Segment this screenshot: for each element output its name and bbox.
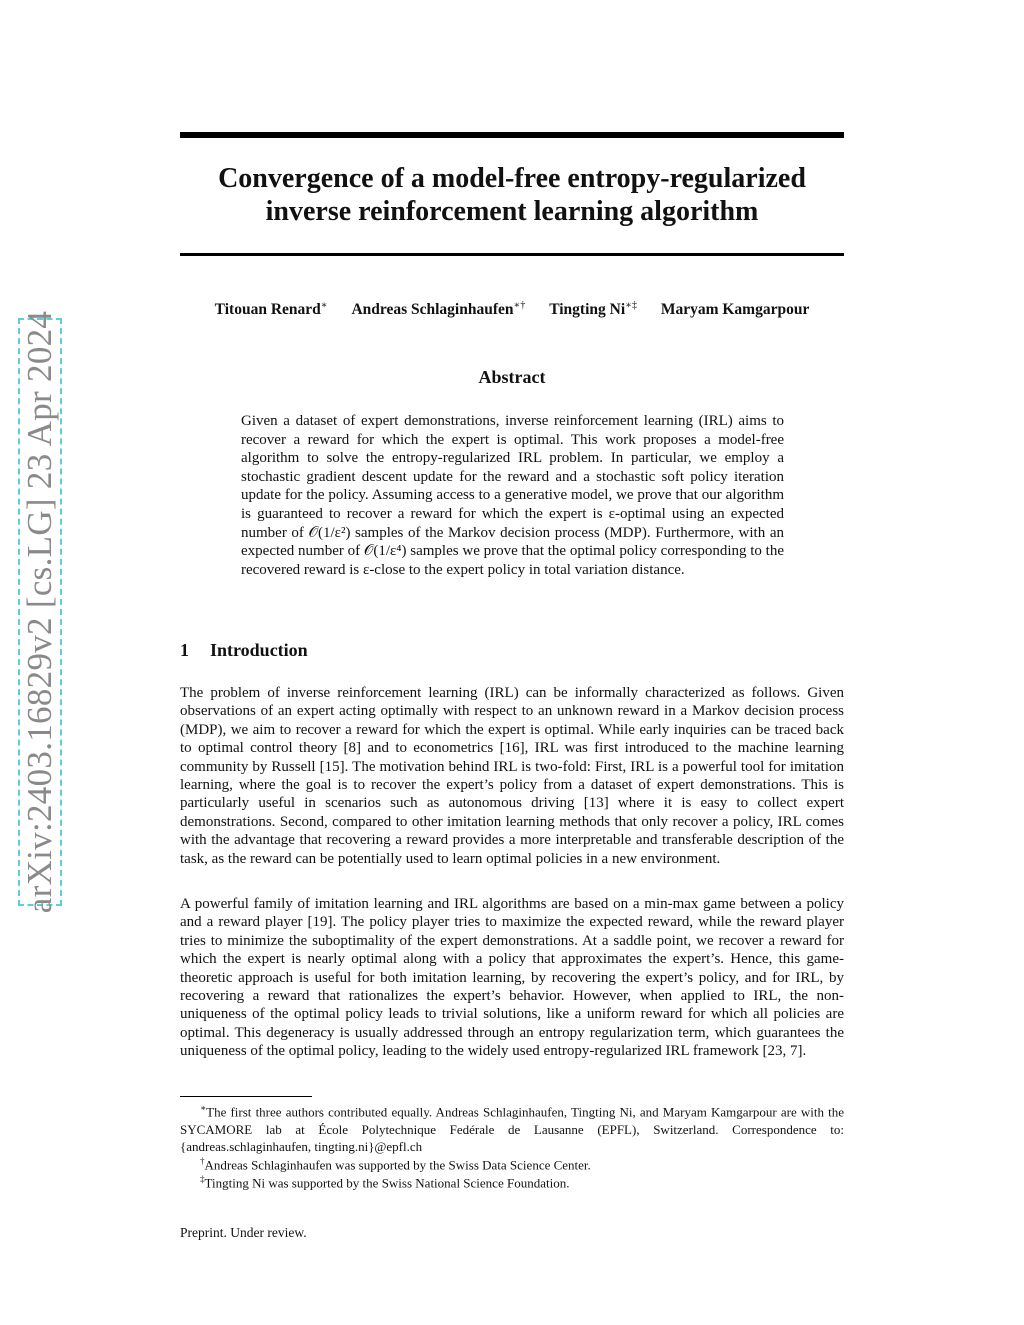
section-heading: [180, 640, 308, 661]
intro-paragraph-1: The problem of inverse reinforcement learning (IRL) can be informally characterized as follows. Given observations of an expert acting optimally with respect to an unknown reward in a Markov decision process (MDP), we aim to recover a reward for which the expert is optimal. While early inquiries can be traced back to optimal control theory [8] and to econometrics [16], IRL was first introduced to the machine learning community by Russell [15]. The motivation behind IRL is two-fold: First, IRL is a powerful tool for imitation learning, where the goal is to recover the expert’s policy from a dataset of expert demonstrations. This is particularly useful in scenarios such as autonomous driving [13] where it is easy to collect expert demonstrations. Second, compared to other imitation learning methods that only recover a policy, IRL comes with the advantage that recovering a reward provides a more interpretable and transferable description of the task, as the reward can be potentially used to learn optimal policies in a new environment.: [180, 685, 844, 867]
section-title: Introduction: [210, 640, 308, 660]
author-name: Tingting Ni: [549, 301, 626, 319]
abstract-text: Given a dataset of expert demonstrations, inverse reinforcement learning (IRL) aims to recover a reward for which the expert is optimal. This work proposes a model-free algorithm to solve the entropy-regularized IRL problem. In particular, we employ a stochastic gradient descent update for the reward and a stochastic soft policy iteration update for the policy. Assuming access to a generative model, we prove that our algorithm is guaranteed to recover a reward for which the expert is ε-optimal using an expected number of 𝒪(1/ε²) samples of the Markov decision process (MDP). Furthermore, with an expected number of 𝒪(1/ε⁴) samples we prove that the optimal policy corresponding to the recovered reward is ε-close to the expert policy in total variation distance.: [241, 413, 784, 578]
footnote-text: The first three authors contributed equally. Andreas Schlaginhaufen, Tingting Ni, and Maryam Kamgarpour are with the SYCAMORE lab at École Polytechnique Fedérale de Lausanne (EPFL), Switzerland. Correspondence to: {andreas.schlaginhaufen, tingting.ni}@epfl.ch: [180, 1104, 844, 1155]
footnote-mark: ‡: [200, 1174, 205, 1184]
title-bottom-rule: [180, 253, 844, 256]
author-name: Titouan Renard: [214, 301, 321, 319]
author-name: Andreas Schlaginhaufen: [351, 301, 514, 319]
abstract-heading: Abstract: [478, 367, 546, 387]
author: [661, 301, 810, 318]
author-marks: ∗: [320, 300, 328, 311]
footnote-mark: ∗: [200, 1103, 207, 1113]
title-line-2: inverse reinforcement learning algorithm: [265, 196, 759, 227]
footnote-text: Andreas Schlaginhaufen was supported by the Swiss Data Science Center.: [204, 1157, 591, 1173]
author-marks: ∗‡: [625, 300, 637, 311]
footnote: [200, 1171, 844, 1192]
author: [549, 301, 637, 318]
preprint-note: Preprint. Under review.: [180, 1225, 307, 1240]
intro-paragraph-2: A powerful family of imitation learning and IRL algorithms are based on a min-max game between a policy and a reward player [19]. The policy player tries to maximize the expected reward, while the reward player tries to minimize the suboptimality of the expert demonstrations. At a saddle point, we recover a reward for which the expert is nearly optimal along with a policy that approximates the expert’s. Hence, this game-theoretic approach is useful for both imitation learning, by recovering the expert’s policy, and for IRL, by recovering a reward that rationalizes the expert’s behavior. However, when applied to IRL, the non-uniqueness of the optimal policy leads to trivial solutions, like a uniform reward for which all policies are optimal. This degeneracy is usually addressed through an entropy regularization term, which guarantees the uniqueness of the optimal policy, leading to the widely used entropy-regularized IRL framework [23, 7].: [180, 896, 844, 1060]
paper-title: [180, 162, 844, 228]
author-marks: ∗†: [513, 300, 526, 311]
footnote-text: Tingting Ni was supported by the Swiss National Science Foundation.: [204, 1175, 570, 1191]
footnote-mark: †: [200, 1156, 205, 1166]
title-top-rule: [180, 132, 844, 138]
author-list: [180, 300, 844, 319]
author-name: Maryam Kamgarpour: [660, 301, 810, 319]
author: [351, 301, 525, 318]
arxiv-identifier: arXiv:2403.16829v2 [cs.LG] 23 Apr 2024: [20, 310, 59, 914]
section-number: 1: [180, 640, 189, 660]
footnote: [180, 1100, 844, 1156]
author: [215, 301, 328, 318]
arxiv-stamp: [18, 310, 62, 914]
title-line-1: Convergence of a model-free entropy-regularized: [218, 163, 806, 194]
footnote-rule: [180, 1096, 312, 1097]
